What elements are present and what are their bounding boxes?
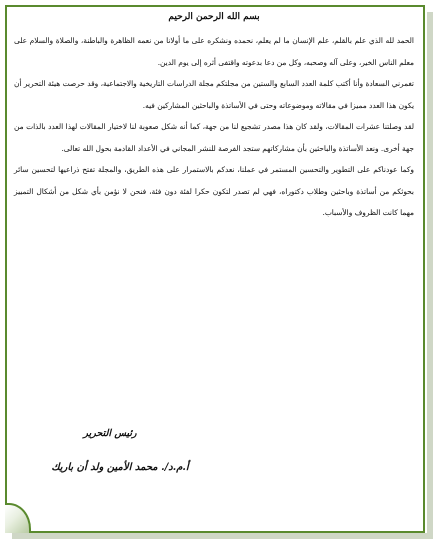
paragraph-issue: تغمرني السعادة وأنا أكتب كلمة العدد السابع والستين من مجلتكم مجلة الدراسات التاريخية والاجتماعية، وقد حرصت هيئة التحرير أن يكون هذا العدد مميزا في مقالاته وموضوعاته وحتى في الأساتذة والباحثين المشاركين فيه. — [14, 79, 414, 110]
basmala-heading: بسم الله الرحمن الرحيم — [168, 12, 260, 22]
paragraph-promise: وكما عودناكم على التطوير والتحسين المستمر في عملنا، نعدكم بالاستمرار على هذه الطريق، والمجلة تفتح ذراعيها لتحسين سائر بحوثكم من أساتذة وباحثين وطلاب دكتوراه، فهي لم تصدر لتكون حكرا لفئة دون فئة، فنحن لا نؤمن بأي شكل من أشكال التمييز مهما كانت الظروف والأسباب. — [14, 165, 414, 217]
paragraph-articles: لقد وصلتنا عشرات المقالات، ولقد كان هذا مصدر تشجيع لنا من جهة، كما أنه شكل صعوبة لنا لاختيار المقالات لهذا العدد بالذات من جهة أخرى. ونعد الأساتذة والباحثين بأن مشاركاتهم ستجد الفرصة للنشر المجاني في الأعداد القادمة بحول الله تعالى. — [14, 122, 414, 153]
signature-title: رئيس التحرير — [83, 428, 137, 439]
editorial-content — [14, 12, 414, 224]
signature-name: أ.م.د/. محمد الأمين ولد أن باريك — [51, 462, 189, 473]
paragraph-intro: الحمد لله الذي علم بالقلم، علم الإنسان ما لم يعلم، نحمده ونشكره على ما أولانا من نعمه الظاهرة والباطنة، والصلاة والسلام على معلم الناس الخير، وعلى آله وصحبه، وكل من دعا بدعوته واقتفى أثره إلى يوم الدين. — [14, 36, 414, 67]
page-shadow-bottom — [12, 533, 433, 539]
page-shadow-right — [427, 12, 433, 535]
